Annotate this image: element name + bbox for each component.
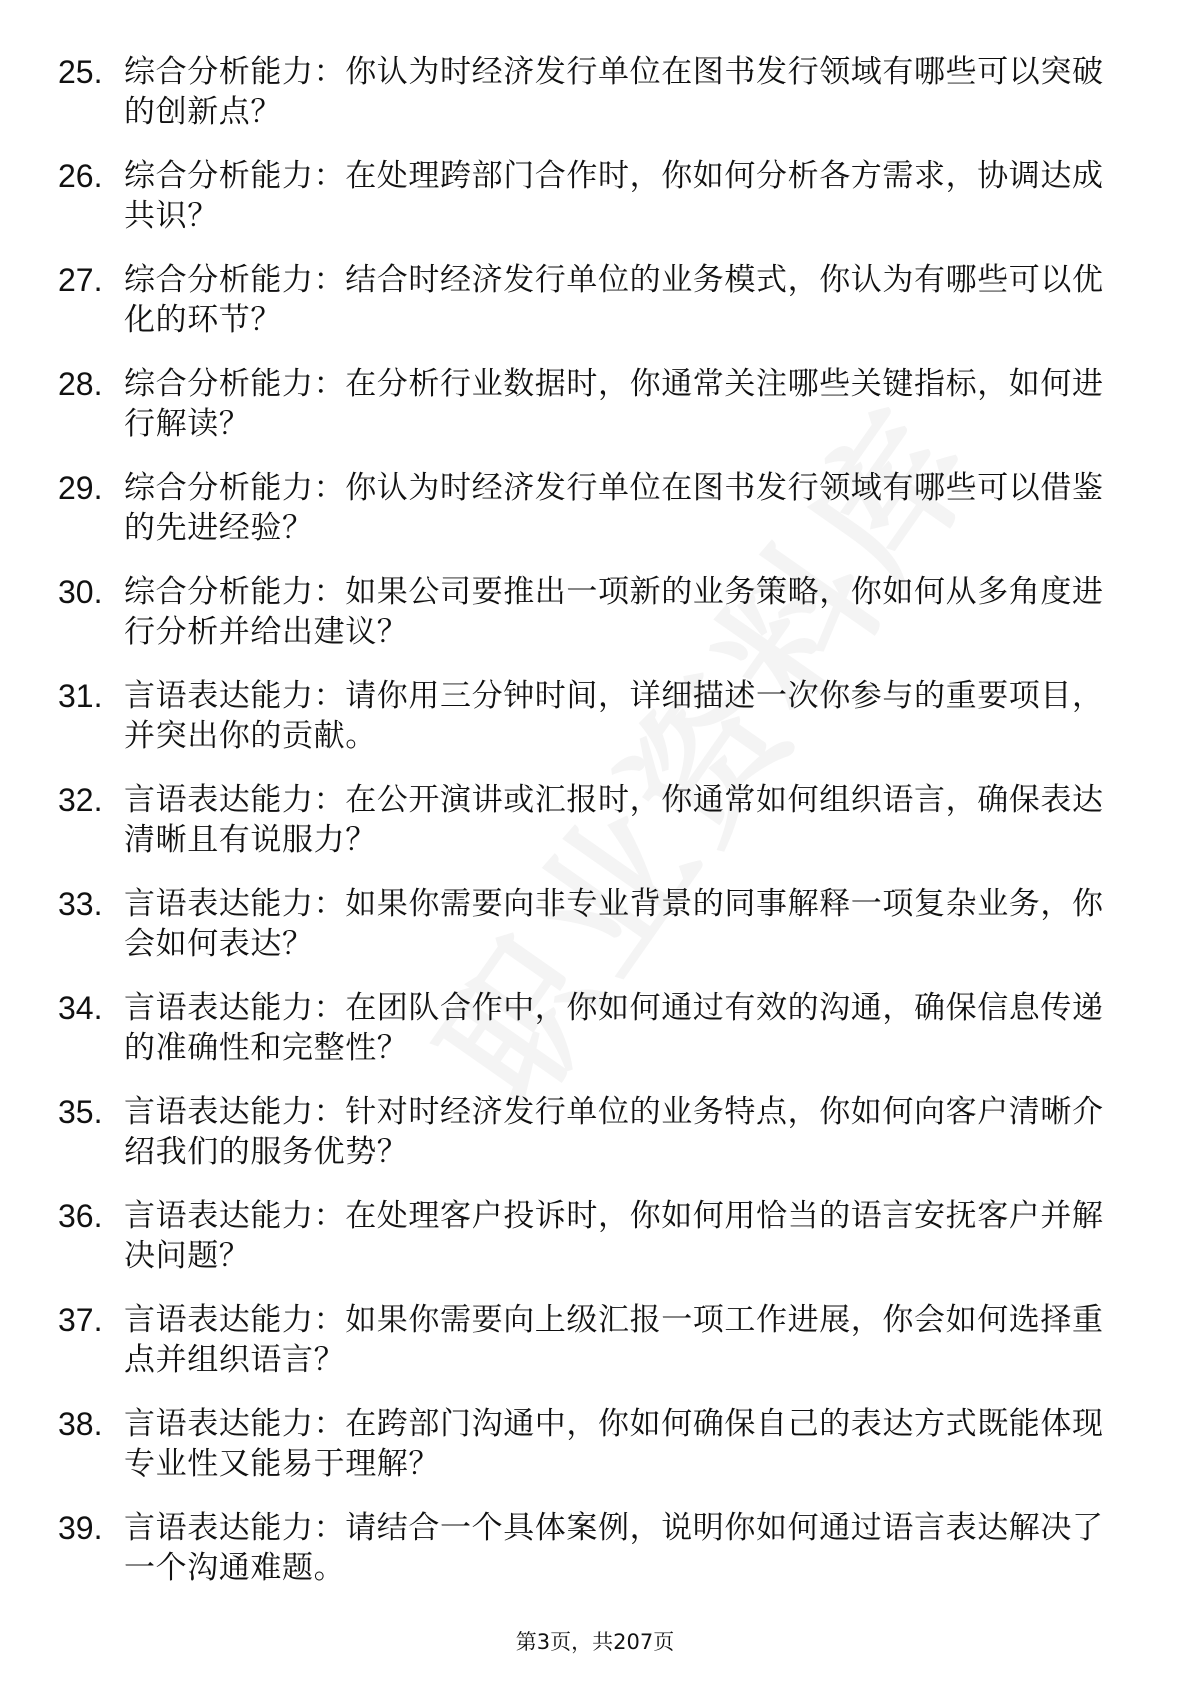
question-number: 34. xyxy=(58,990,103,1026)
question-text: 言语表达能力：如果你需要向非专业背景的同事解释一项复杂业务，你会如何表达？ xyxy=(124,886,1104,962)
question-item xyxy=(58,1092,1118,1196)
question-item xyxy=(58,1300,1118,1404)
question-number: 27. xyxy=(58,262,103,298)
question-item xyxy=(58,1508,1118,1612)
question-item xyxy=(58,156,1118,260)
question-text: 综合分析能力：你认为时经济发行单位在图书发行领域有哪些可以突破的创新点？ xyxy=(124,54,1104,130)
question-list xyxy=(58,52,1118,1612)
question-number: 25. xyxy=(58,54,103,90)
question-item xyxy=(58,1404,1118,1508)
question-item xyxy=(58,364,1118,468)
question-item xyxy=(58,572,1118,676)
question-number: 29. xyxy=(58,470,103,506)
question-number: 38. xyxy=(58,1406,103,1442)
question-text: 综合分析能力：结合时经济发行单位的业务模式，你认为有哪些可以优化的环节？ xyxy=(124,262,1104,338)
question-number: 31. xyxy=(58,678,103,714)
question-number: 28. xyxy=(58,366,103,402)
question-item xyxy=(58,468,1118,572)
question-number: 39. xyxy=(58,1510,103,1546)
question-item xyxy=(58,780,1118,884)
question-text: 言语表达能力：请你用三分钟时间，详细描述一次你参与的重要项目，并突出你的贡献。 xyxy=(124,678,1104,754)
page-number-label: 第3页，共207页 xyxy=(515,1630,675,1654)
question-text: 言语表达能力：请结合一个具体案例，说明你如何通过语言表达解决了一个沟通难题。 xyxy=(124,1510,1104,1586)
question-text: 言语表达能力：在公开演讲或汇报时，你通常如何组织语言，确保表达清晰且有说服力？ xyxy=(124,782,1104,858)
question-text: 言语表达能力：针对时经济发行单位的业务特点，你如何向客户清晰介绍我们的服务优势？ xyxy=(124,1094,1104,1170)
question-number: 35. xyxy=(58,1094,103,1130)
question-text: 综合分析能力：如果公司要推出一项新的业务策略，你如何从多角度进行分析并给出建议？ xyxy=(124,574,1104,650)
question-text: 言语表达能力：在团队合作中，你如何通过有效的沟通，确保信息传递的准确性和完整性？ xyxy=(124,990,1104,1066)
question-item xyxy=(58,676,1118,780)
page-footer xyxy=(0,1628,1190,1656)
question-text: 综合分析能力：在处理跨部门合作时，你如何分析各方需求，协调达成共识？ xyxy=(124,158,1104,234)
question-number: 33. xyxy=(58,886,103,922)
question-number: 32. xyxy=(58,782,103,818)
question-number: 37. xyxy=(58,1302,103,1338)
question-item xyxy=(58,884,1118,988)
question-text: 综合分析能力：在分析行业数据时，你通常关注哪些关键指标，如何进行解读？ xyxy=(124,366,1104,442)
question-item xyxy=(58,260,1118,364)
question-item xyxy=(58,1196,1118,1300)
question-number: 26. xyxy=(58,158,103,194)
question-number: 36. xyxy=(58,1198,103,1234)
question-item xyxy=(58,988,1118,1092)
question-text: 综合分析能力：你认为时经济发行单位在图书发行领域有哪些可以借鉴的先进经验？ xyxy=(124,470,1104,546)
question-text: 言语表达能力：在处理客户投诉时，你如何用恰当的语言安抚客户并解决问题？ xyxy=(124,1198,1104,1274)
question-number: 30. xyxy=(58,574,103,610)
question-text: 言语表达能力：在跨部门沟通中，你如何确保自己的表达方式既能体现专业性又能易于理解？ xyxy=(124,1406,1104,1482)
question-text: 言语表达能力：如果你需要向上级汇报一项工作进展，你会如何选择重点并组织语言？ xyxy=(124,1302,1104,1378)
question-item xyxy=(58,52,1118,156)
